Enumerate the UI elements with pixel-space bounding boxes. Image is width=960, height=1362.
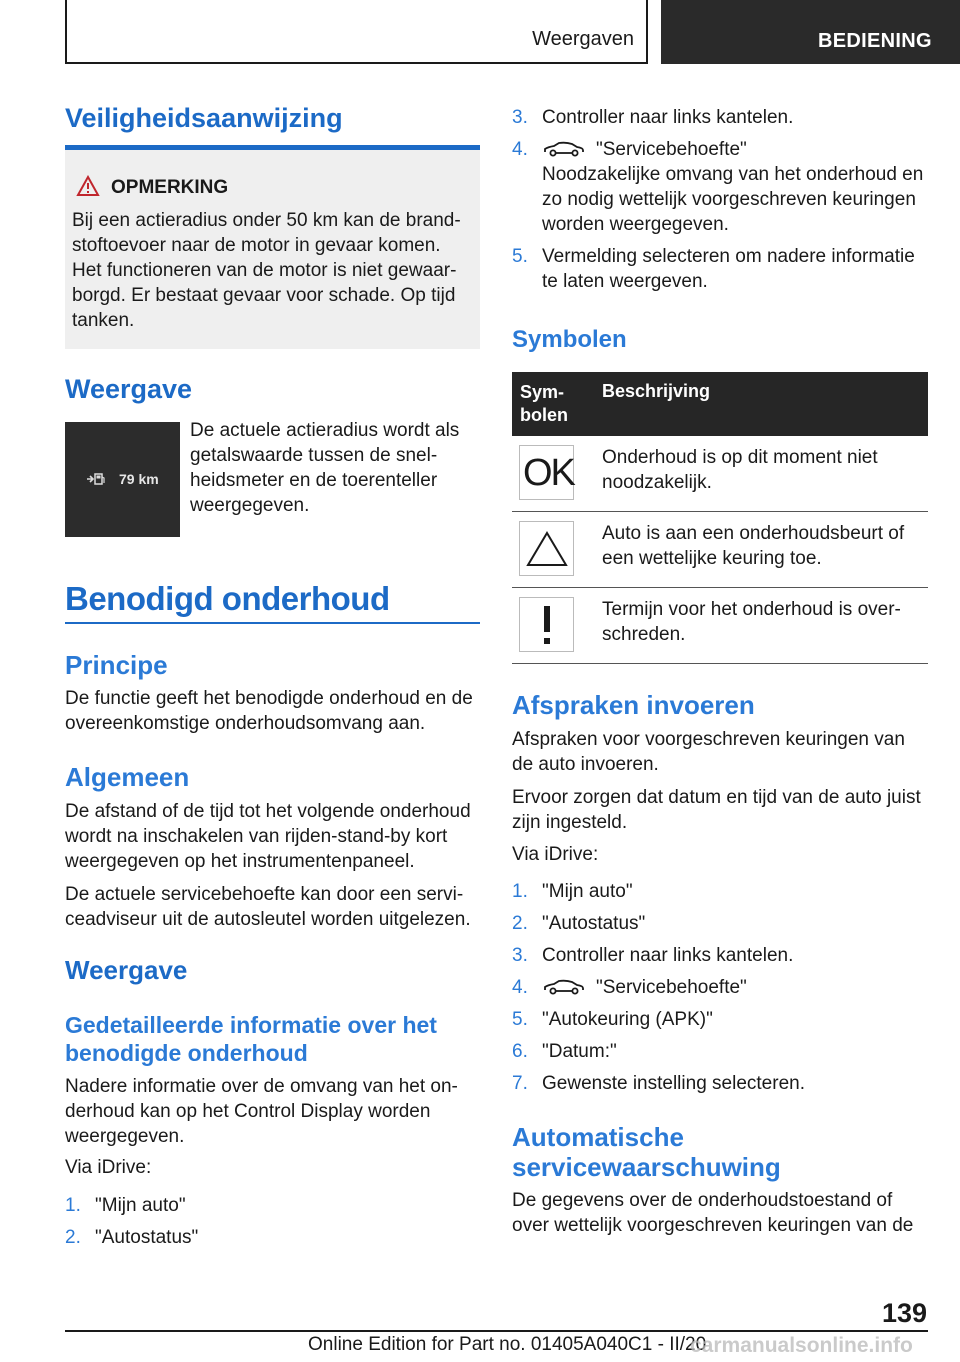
auto-heading-line: servicewaarschuwing	[512, 1152, 781, 1182]
list-item	[65, 1225, 485, 1250]
steps-left	[65, 1193, 485, 1250]
afspraken-line: Ervoor zorgen dat datum en tijd van de auto juist	[512, 787, 921, 808]
algemeen-p1	[65, 799, 485, 874]
step-number: 4.	[512, 977, 528, 998]
algemeen-line: weergegeven op het instrumentenpaneel.	[65, 851, 415, 872]
step-text: "Autokeuring (APK)"	[542, 1009, 713, 1030]
list-item	[512, 105, 932, 130]
step-number: 3.	[512, 945, 528, 966]
afspraken-heading: Afspraken invoeren	[512, 690, 755, 720]
via-idrive-right: Via iDrive:	[512, 844, 599, 865]
afspraken-line: Afspraken voor voorgeschreven keuringen van	[512, 729, 905, 750]
row-description-line: Onderhoud is op dit moment niet	[602, 447, 878, 468]
step-number: 7.	[512, 1073, 528, 1094]
auto-heading	[512, 1122, 781, 1182]
auto-text-line: De gegevens over de onderhoudstoestand of	[512, 1190, 893, 1211]
column-header-description: Beschrijving	[602, 381, 711, 401]
row-description-line: noodzakelijk.	[602, 472, 712, 493]
triangle-shape	[525, 530, 569, 568]
row-description	[602, 597, 922, 647]
list-item	[512, 137, 932, 237]
list-item	[65, 1193, 485, 1218]
steps-right-continued	[512, 105, 932, 294]
ok-icon	[519, 445, 574, 500]
step-number: 3.	[512, 107, 528, 128]
weergave2-heading: Weergave	[65, 955, 188, 985]
row-description	[602, 521, 922, 571]
detail-heading-line: Gedetailleerde informatie over het	[65, 1012, 437, 1038]
chapter-heading: Benodigd onderhoud	[65, 580, 390, 617]
step-text: "Datum:"	[542, 1041, 617, 1062]
note-box	[65, 145, 480, 349]
table-row	[512, 588, 928, 664]
row-description-line: Termijn voor het onderhoud is over-	[602, 599, 901, 620]
car-service-icon	[542, 141, 586, 157]
principe-line: overeenkomstige onderhoudsomvang aan.	[65, 713, 426, 734]
step-number: 2.	[512, 913, 528, 934]
detail-line: Nadere informatie over de omvang van het on-	[65, 1076, 458, 1097]
step-text: "Autostatus"	[95, 1227, 199, 1248]
detail-heading-line: benodigde onderhoud	[65, 1040, 308, 1066]
watermark-text: carmanualsonline.info	[690, 1334, 913, 1357]
row-description-line: schreden.	[602, 624, 686, 645]
list-item	[512, 1039, 932, 1064]
step-number: 4.	[512, 139, 528, 160]
algemeen-line: De actuele servicebehoefte kan door een servi-	[65, 884, 464, 905]
step-number: 5.	[512, 1009, 528, 1030]
step-number: 5.	[512, 246, 528, 267]
note-line: borgd. Er bestaat gevaar voor schade. Op tijd	[72, 285, 456, 306]
detail-heading	[65, 1011, 437, 1067]
via-idrive-left: Via iDrive:	[65, 1157, 152, 1178]
step-number: 1.	[512, 881, 528, 902]
step-text: "Mijn auto"	[542, 881, 633, 902]
step-number: 1.	[65, 1195, 81, 1216]
afspraken-p2	[512, 785, 932, 835]
detail-line: weergegeven.	[65, 1126, 185, 1147]
range-value: 79 km	[119, 471, 159, 487]
chapter-rule	[65, 622, 480, 624]
display-heading: Weergave	[65, 374, 193, 404]
auto-heading-line: Automatische	[512, 1122, 684, 1152]
step-text: Vermelding selecteren om nadere informatie	[542, 246, 915, 267]
header-section-label: BEDIENING	[818, 30, 932, 52]
afspraken-p1	[512, 727, 932, 777]
algemeen-heading: Algemeen	[65, 762, 190, 792]
row-description-line: een wettelijke keuring toe.	[602, 548, 822, 569]
afspraken-line: zijn ingesteld.	[512, 812, 628, 833]
step-text: "Mijn auto"	[95, 1195, 186, 1216]
table-header	[512, 372, 928, 436]
exclamation-icon	[519, 597, 574, 652]
header-section	[661, 0, 960, 64]
algemeen-line: ceadviseur uit de autosleutel worden uitgelezen.	[65, 909, 471, 930]
display-text-line: De actuele actieradius wordt als	[190, 420, 460, 441]
footer-rule	[65, 1330, 928, 1332]
page-number: 139	[881, 1298, 927, 1328]
note-title: OPMERKING	[111, 177, 229, 198]
list-item	[512, 244, 932, 294]
table-row	[512, 436, 928, 512]
note-line: Bij een actieradius onder 50 km kan de brand-	[72, 210, 461, 231]
display-text-line: weergegeven.	[190, 495, 310, 516]
step-number: 2.	[65, 1227, 81, 1248]
fuel-pump-icon	[86, 472, 106, 486]
exclamation-shape	[540, 604, 554, 648]
algemeen-line: De afstand of de tijd tot het volgende onderhoud	[65, 801, 471, 822]
header-tab	[65, 0, 648, 64]
step-detail-line: te laten weergeven.	[542, 271, 708, 292]
step-text: "Servicebehoefte"	[596, 977, 747, 998]
step-4-detail	[542, 162, 932, 237]
warning-triangle-icon	[519, 521, 574, 576]
step-text: "Autostatus"	[542, 913, 646, 934]
list-item	[512, 1007, 932, 1032]
list-item	[512, 943, 932, 968]
note-text	[72, 208, 472, 333]
column-header-line: Sym-	[520, 382, 565, 402]
symbol-table	[512, 372, 928, 664]
step-detail-line: Noodzakelijke omvang van het onderhoud en	[542, 164, 924, 185]
display-text-line: getalswaarde tussen de snel-	[190, 445, 438, 466]
afspraken-line: de auto invoeren.	[512, 754, 659, 775]
ok-icon-text: OK	[523, 452, 574, 494]
column-header-symbols	[520, 381, 568, 427]
detail-text	[65, 1074, 485, 1149]
edition-text: Online Edition for Part no. 01405A040C1 - II/20	[308, 1334, 707, 1355]
principe-heading: Principe	[65, 650, 168, 680]
range-display-image	[65, 422, 180, 537]
step-text: "Servicebehoefte"	[596, 139, 747, 160]
step-number: 6.	[512, 1041, 528, 1062]
algemeen-p2	[65, 882, 485, 932]
header-tab-label: Weergaven	[532, 28, 634, 50]
note-line: stoftoevoer naar de motor in gevaar komen.	[72, 235, 441, 256]
principe-text	[65, 686, 485, 736]
safety-heading: Veiligheidsaanwijzing	[65, 103, 343, 133]
auto-text-line: over wettelijk voorgeschreven keuringen van de	[512, 1215, 914, 1236]
note-line: Het functioneren van de motor is niet gewaar-	[72, 260, 457, 281]
step-text: Gewenste instelling selecteren.	[542, 1073, 805, 1094]
car-service-icon	[542, 979, 586, 995]
step-detail-line: worden weergegeven.	[542, 214, 729, 235]
detail-line: derhoud kan op het Control Display worden	[65, 1101, 431, 1122]
list-item	[512, 1071, 932, 1096]
table-row	[512, 512, 928, 588]
note-line: tanken.	[72, 310, 135, 331]
step-detail-line: zo nodig wettelijk voorgeschreven keuringen	[542, 189, 916, 210]
row-description-line: Auto is aan een onderhoudsbeurt of	[602, 523, 905, 544]
display-text-line: heidsmeter en de toerenteller	[190, 470, 438, 491]
display-text	[190, 418, 480, 518]
symbolen-heading: Symbolen	[512, 326, 627, 353]
algemeen-line: wordt na inschakelen van rijden-stand-by kort	[65, 826, 448, 847]
column-header-line: bolen	[520, 405, 568, 425]
list-item	[512, 879, 932, 904]
list-item	[512, 911, 932, 936]
steps-right	[512, 879, 932, 1096]
step-text: Controller naar links kantelen.	[542, 107, 794, 128]
list-item	[512, 975, 932, 1000]
principe-line: De functie geeft het benodigde onderhoud en de	[65, 688, 473, 709]
warning-icon	[76, 175, 100, 197]
row-description	[602, 445, 922, 495]
step-text: Controller naar links kantelen.	[542, 945, 794, 966]
auto-text	[512, 1188, 932, 1238]
